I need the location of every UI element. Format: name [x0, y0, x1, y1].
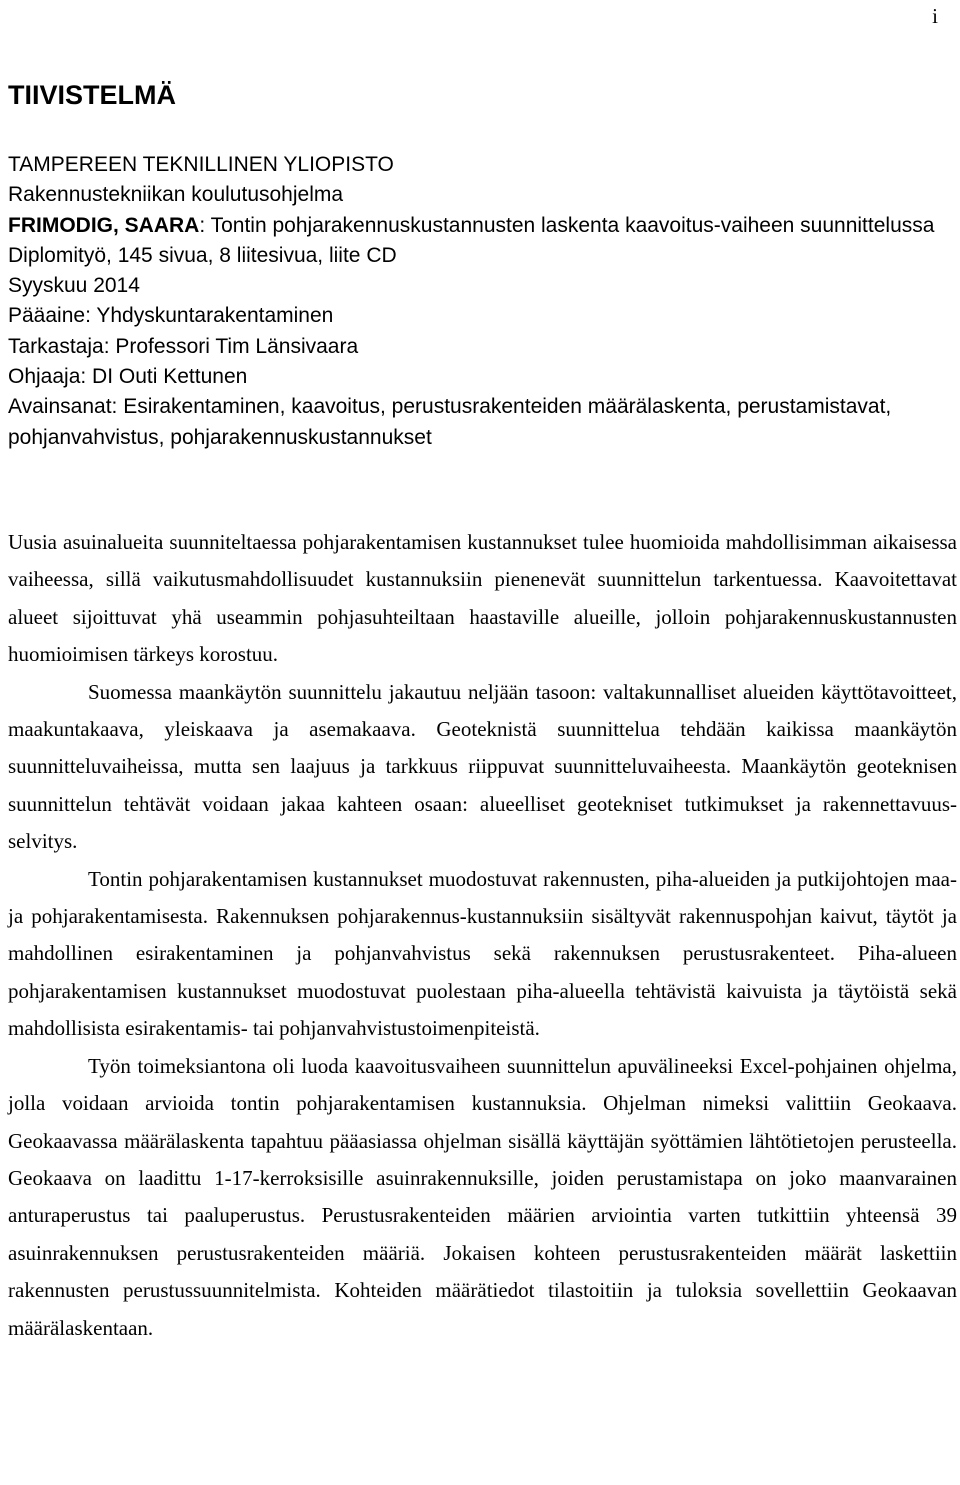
supervisor: Ohjaaja: DI Outi Kettunen [8, 365, 248, 389]
abstract-body [8, 524, 957, 1347]
thesis-title: : Tontin pohjarakennuskustannusten laskenta kaavoitus-vaiheen suunnittelussa [199, 213, 935, 237]
page-number: i [932, 4, 938, 28]
abstract-paragraph: Suomessa maankäytön suunnittelu jakautuu neljään tasoon: valtakunnalliset alueiden käyttötavoitteet, maakuntakaava, yleiskaava ja asemakaava. Geoteknistä suunnittelua tehdään kaikissa maankäytön suunnitteluvaiheissa, mutta sen laajuus ja tarkkuus riippuvat suunnitteluvaiheesta. Maankäytön geoteknisen suunnittelun tehtävät voidaan jakaa kahteen osaan: alueelliset geotekniset tutkimukset ja rakennettavuus-selvitys. [8, 679, 957, 854]
major-subject: Pääaine: Yhdyskuntarakentaminen [8, 304, 334, 328]
abstract-paragraph: Työn toimeksiantona oli luoda kaavoitusvaiheen suunnittelun apuvälineeksi Excel-pohjainen ohjelma, jolla voidaan arvioida tontin pohjarakentamisen kustannuksia. Ohjelman nimeksi valittiin Geokaava. Geokaavassa määrälaskenta tapahtuu pääasiassa ohjelman sisällä käyttäjän syöttämien lähtötietojen perusteella. Geokaava on laadittu 1-17-kerroksisille asuinrakennuksille, joiden perustamistapa on joko maanvarainen anturaperustus tai paaluperustus. Perustusrakenteiden määrien arviointia varten tutkittiin yhteensä 39 asuinrakennuksen perustusrakenteiden määriä. Jokaisen kohteen perustusrakenteiden määrät laskettiin rakennusten perustussuunnitelmista. Kohteiden määrätiedot tilastoitiin ja tuloksia sovellettiin Geokaavan määrälaskentaan. [8, 1053, 957, 1340]
page-title: TIIVISTELMÄ [8, 80, 176, 110]
abstract-paragraph: Tontin pohjarakentamisen kustannukset muodostuvat rakennusten, piha-alueiden ja putkijohtojen maa- ja pohjarakentamisesta. Rakennuksen pohjarakennus-kustannuksiin sisältyvät rakennuspohjan kaivut, täytöt ja mahdollinen esirakentaminen ja pohjanvahvistus sekä rakennuksen perustusrakenteet. Piha-alueen pohjarakentamisen kustannukset muodostuvat puolestaan piha-alueella tehtävistä kaivuista ja täytöistä sekä mahdollisista esirakentamis- tai pohjanvahvistustoimenpiteistä. [8, 866, 957, 1041]
thesis-info: Diplomityö, 145 sivua, 8 liitesivua, liite CD [8, 243, 397, 267]
thesis-date: Syyskuu 2014 [8, 274, 140, 298]
examiner: Tarkastaja: Professori Tim Länsivaara [8, 334, 359, 358]
author-and-thesis-title [8, 211, 953, 241]
thesis-metadata [8, 150, 953, 453]
university-name: TAMPEREEN TEKNILLINEN YLIOPISTO [8, 153, 394, 176]
degree-programme: Rakennustekniikan koulutusohjelma [8, 183, 344, 207]
keywords: Avainsanat: Esirakentaminen, kaavoitus, perustusrakenteiden määrälaskenta, perustamistavat, pohjanvahvistus, pohjarakennuskustannukset [8, 395, 892, 449]
author-name: FRIMODIG, SAARA [8, 213, 200, 237]
abstract-paragraph: Uusia asuinalueita suunniteltaessa pohjarakentamisen kustannukset tulee huomioida mahdollisimman aikaisessa vaiheessa, sillä vaikutusmahdollisuudet kustannuksiin pienenevät suunnittelun tarkentuessa. Kaavoitettavat alueet sijoittuvat yhä useammin pohjasuhteiltaan haastaville alueille, jolloin pohjarakennuskustannusten huomioimisen tärkeys korostuu. [8, 530, 957, 667]
